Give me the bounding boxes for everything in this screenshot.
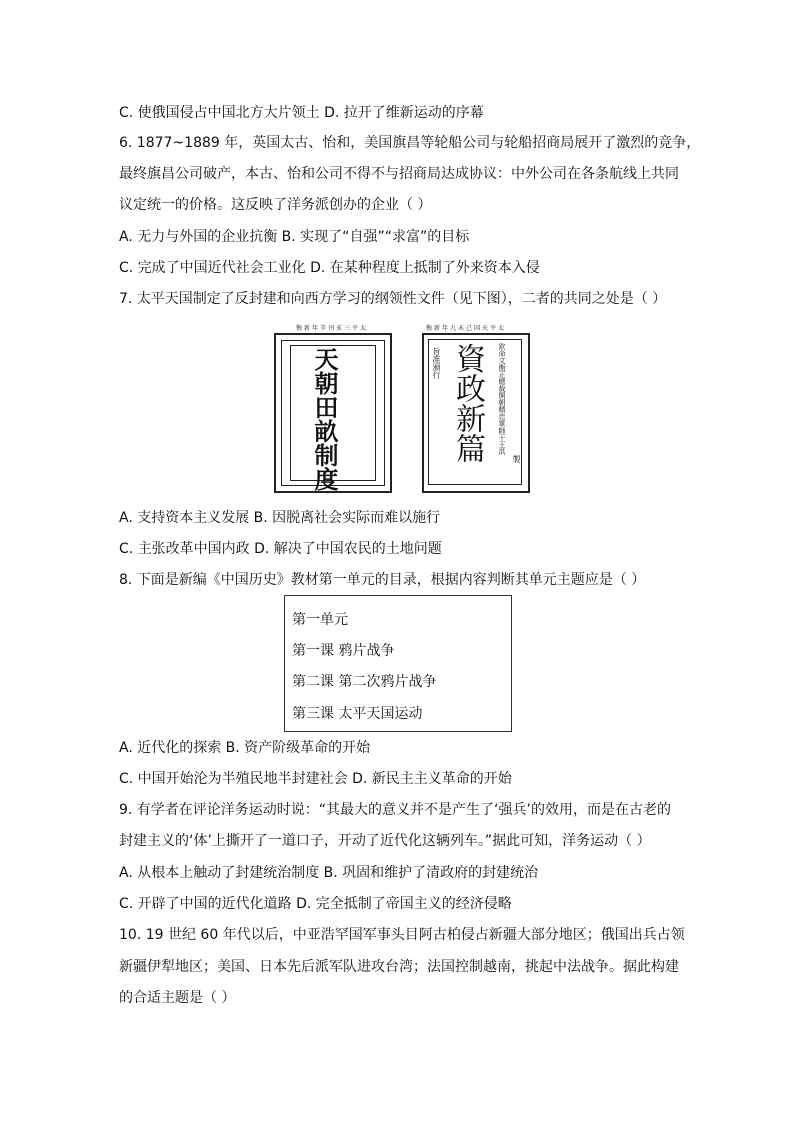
author-text: 欽命文衡正總裁開朝精忠軍師干王洪 [498, 343, 506, 455]
question-9-options-ab: A. 从根本上触动了封建统治制度 B. 巩固和维护了清政府的封建统治 [119, 865, 539, 881]
question-6-line-1: 6. 1877~1889 年，英国太古、怡和，美国旗昌等轮船公司与轮船招商局展开了激烈的竞争， [119, 135, 701, 151]
question-9-options-cd: C. 开辟了中国的近代化道路 D. 完全抵制了帝国主义的经济侵略 [119, 896, 512, 912]
toc-item: 第一单元 [292, 612, 348, 628]
toc-item: 第二课 第二次鸦片战争 [292, 674, 437, 690]
toc-item: 第一课 鸦片战争 [292, 643, 395, 659]
question-6-options-ab: A. 无力与外国的企业抗衡 B. 实现了“自强”“求富”的目标 [119, 229, 470, 245]
option-line: C. 使俄国侵占中国北方大片领土 D. 拉开了维新运动的序幕 [119, 105, 484, 121]
approval-text: 旨准頒行 [432, 347, 441, 379]
question-8-options-cd: C. 中国开始沦为半殖民地半封建社会 D. 新民主主义革命的开始 [119, 771, 512, 787]
book-header: 镌新年九未己国天平太 [426, 325, 507, 332]
book-header: 镌新年辛刊亥三平太 [296, 325, 369, 332]
seal-text: 製 [512, 455, 521, 463]
question-7-options-cd: C. 主张改革中国内政 D. 解决了中国农民的土地问题 [119, 541, 442, 557]
book-title: 天朝田畝制度 [310, 347, 339, 491]
question-8-stem: 8. 下面是新编《中国历史》教材第一单元的目录，根据内容判断其单元主题应是（ ） [119, 572, 646, 588]
table-of-contents-box [284, 595, 512, 732]
question-10-line-2: 新疆伊犁地区；美国、日本先后派军队进攻台湾；法国控制越南，挑起中法战争。据此构建 [119, 959, 679, 975]
question-7-stem: 7. 太平天国制定了反封建和向西方学习的纲领性文件（见下图），二者的共同之处是（ ） [119, 291, 667, 307]
question-6-line-3: 议定统一的价格。这反映了洋务派创办的企业（ ） [119, 197, 432, 213]
question-9-line-2: 封建主义的‘体’上撕开了一道口子，开动了近代化这辆列车。”据此可知，洋务运动（ ） [119, 833, 651, 849]
book-title: 資政新篇 [450, 343, 485, 463]
question-6-line-2: 最终旗昌公司破产，本古、怡和公司不得不与招商局达成协议：中外公司在各条航线上共同 [119, 166, 679, 182]
question-9-line-1: 9. 有学者在评论洋务运动时说：“其最大的意义并不是产生了‘强兵’的效用，而是在古老的 [119, 802, 671, 818]
toc-item: 第三课 太平天国运动 [292, 706, 423, 722]
book-cover-tianchao [274, 333, 392, 493]
question-10-line-3: 的合适主题是（ ） [119, 990, 236, 1006]
question-8-options-ab: A. 近代化的探索 B. 资产阶级革命的开始 [119, 740, 371, 756]
question-7-options-ab: A. 支持资本主义发展 B. 因脱离社会实际而难以施行 [119, 510, 441, 526]
question-10-line-1: 10. 19 世纪 60 年代以后，中亚浩罕国军事头目阿古柏侵占新疆大部分地区；俄国出兵占领 [119, 927, 685, 943]
book-cover-zizheng [422, 333, 530, 493]
question-6-options-cd: C. 完成了中国近代社会工业化 D. 在某种程度上抵制了外来资本入侵 [119, 260, 540, 276]
